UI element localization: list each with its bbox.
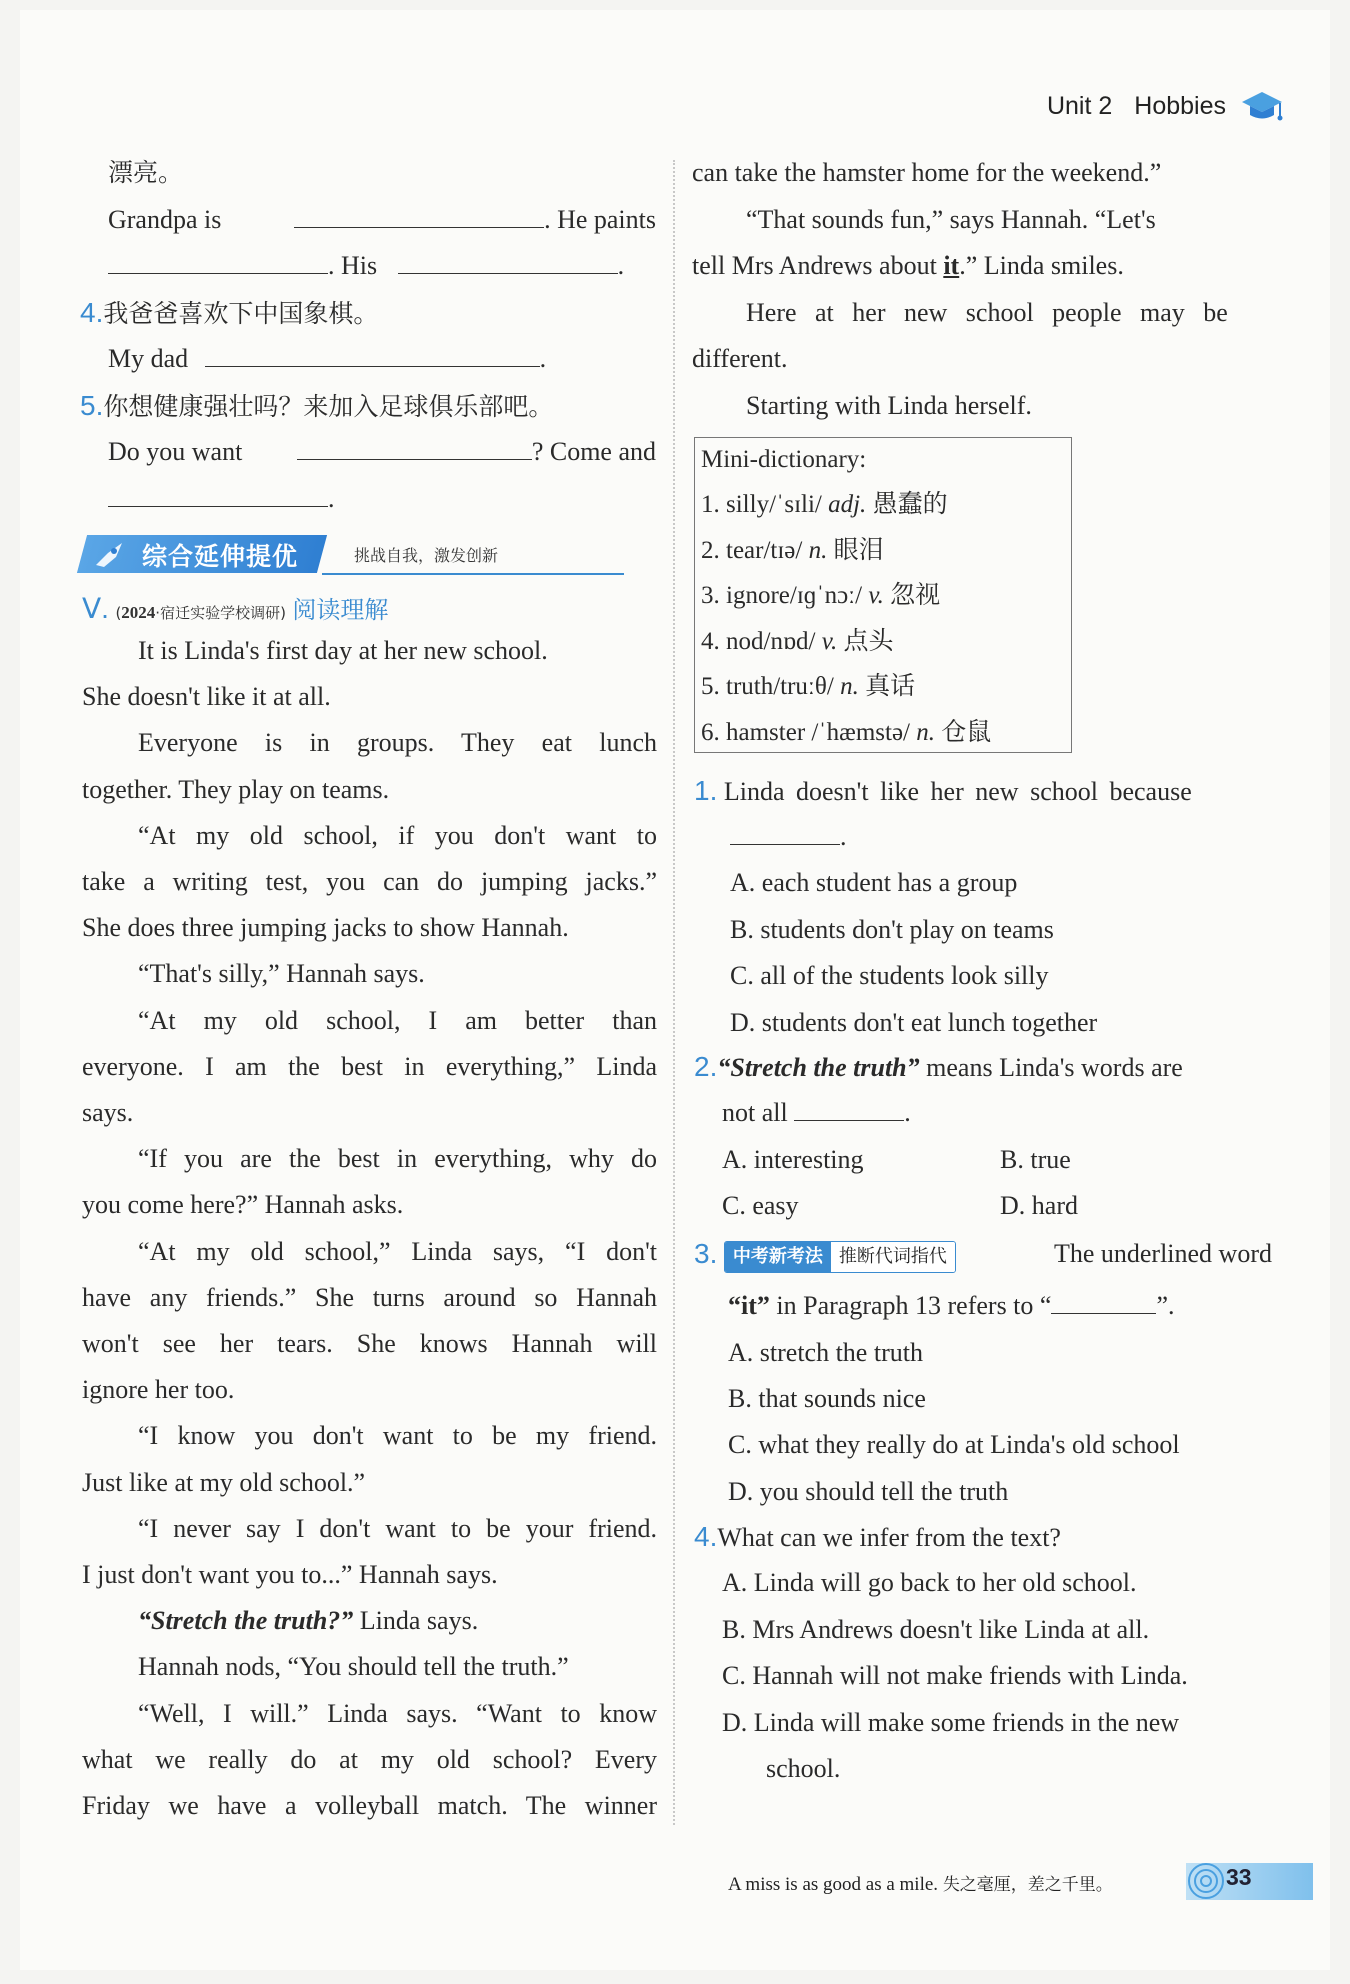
fill-line: “it” in Paragraph 13 refers to “ ”.: [728, 1283, 1175, 1329]
option-d[interactable]: D. Linda will make some friends in the new: [722, 1707, 1180, 1737]
unit-label: Unit 2: [1046, 91, 1113, 120]
option-b[interactable]: B. true: [1000, 1145, 1071, 1174]
passage-line: “If you are the best in everything, why do: [138, 1144, 657, 1174]
option-continuation: school.: [766, 1754, 841, 1783]
passage-line: “At my old school,” Linda says, “I don't: [138, 1236, 657, 1266]
option-c[interactable]: C. what they really do at Linda's old school: [728, 1430, 1180, 1460]
exam-tag: 中考新考法 推断代词指代: [724, 1241, 956, 1273]
answer-blank[interactable]: [294, 197, 544, 228]
answer-blank[interactable]: [108, 476, 328, 507]
dictionary-entry: 2. tear/tɪə/ n. 眼泪: [701, 534, 884, 564]
passage-line: “I never say I don't want to be your friend.: [138, 1513, 657, 1543]
page-header: [1047, 88, 1284, 124]
passage-line: what we really do at my old school? Every: [82, 1744, 657, 1774]
answer-blank[interactable]: [205, 336, 540, 367]
option-d[interactable]: D. hard: [1000, 1191, 1078, 1220]
passage-line: “That's silly,” Hannah says.: [138, 959, 425, 989]
dictionary-entry: 6. hamster /ˈhæmstə/ n. 仓鼠: [701, 716, 992, 746]
passage-line: It is Linda's first day at her new school.: [138, 636, 548, 665]
fill-line: Do you want ? Come and: [108, 429, 656, 475]
passage-line: can take the hamster home for the weekend.”: [692, 158, 1162, 187]
question-4: 4.What can we infer from the text?: [694, 1521, 1061, 1552]
spiral-icon: [1186, 1860, 1226, 1902]
dictionary-entry: 3. ignore/ɪɡˈnɔː/ v. 忽视: [701, 580, 941, 609]
option-c[interactable]: C. all of the students look silly: [730, 961, 1049, 990]
dictionary-entry: 1. silly/ˈsɪli/ adj. 愚蠢的: [701, 489, 948, 518]
option-b[interactable]: B. Mrs Andrews doesn't like Linda at all.: [722, 1614, 1150, 1644]
section-5-heading: Ⅴ. (2024·宿迁实验学校调研) 阅读理解: [82, 593, 389, 624]
section-banner: [82, 533, 624, 575]
rocket-icon: [92, 539, 132, 569]
option-b[interactable]: B. that sounds nice: [728, 1384, 926, 1414]
passage-line: Everyone is in groups. They eat lunch: [138, 728, 657, 758]
passage-line: tell Mrs Andrews about it.” Linda smiles.: [692, 251, 1124, 280]
passage-line: won't see her tears. She knows Hannah will: [82, 1329, 657, 1358]
passage-line: Starting with Linda herself.: [746, 391, 1032, 420]
option-a[interactable]: A. interesting: [722, 1145, 864, 1174]
passage-line: Here at her new school people may be: [746, 298, 1228, 327]
passage-line: “At my old school, if you don't want to: [138, 820, 657, 850]
underlined-word: it: [943, 251, 960, 280]
passage-line: ignore her too.: [82, 1375, 235, 1405]
option-a[interactable]: A. each student has a group: [730, 868, 1018, 897]
option-b[interactable]: B. students don't play on teams: [730, 914, 1054, 944]
passage-line: have any friends.” She turns around so Hannah: [82, 1282, 657, 1312]
passage-line: different.: [692, 344, 788, 373]
banner-subtitle: 挑战自我，激发创新: [354, 546, 499, 565]
dictionary-entry: 5. truth/truːθ/ n. 真话: [701, 671, 916, 700]
passage-line: you come here?” Hannah asks.: [82, 1190, 404, 1220]
option-c[interactable]: C. easy: [722, 1191, 799, 1220]
option-a[interactable]: A. Linda will go back to her old school.: [722, 1568, 1137, 1597]
passage-line: “I know you don't want to be my friend.: [138, 1421, 657, 1451]
footer-proverb: A miss is as good as a mile. 失之毫厘，差之千里。: [728, 1874, 1113, 1895]
question-2: 2.“Stretch the truth” means Linda's words are: [694, 1051, 1183, 1082]
passage-line: take a writing test, you can do jumping jacks.”: [82, 867, 657, 896]
answer-blank[interactable]: [730, 814, 840, 845]
passage-line: She doesn't like it at all.: [82, 682, 331, 712]
column-divider: [673, 160, 675, 1825]
question-5-prompt: 5.你想健康强壮吗？来加入足球俱乐部吧。: [80, 390, 554, 421]
fill-line: . His .: [108, 243, 656, 289]
section-type: 阅读理解: [292, 596, 389, 624]
option-d[interactable]: D. students don't eat lunch together: [730, 1007, 1098, 1037]
passage-line: Hannah nods, “You should tell the truth.”: [138, 1652, 569, 1682]
fill-line: .: [108, 476, 335, 522]
source-note: (2024·宿迁实验学校调研): [115, 603, 286, 622]
dictionary-title: Mini-dictionary:: [701, 446, 867, 473]
question-1: 1. Linda doesn't like her new school because: [694, 775, 1192, 806]
passage-line: says.: [82, 1098, 134, 1127]
fill-line: My dad .: [108, 336, 546, 382]
answer-blank[interactable]: [398, 243, 618, 274]
option-a[interactable]: A. stretch the truth: [728, 1338, 923, 1367]
text-line: 漂亮。: [108, 158, 184, 187]
mini-dictionary: [694, 437, 1072, 753]
fill-line: not all .: [722, 1090, 911, 1136]
dictionary-entry: 4. nod/nɒd/ v. 点头: [701, 625, 894, 655]
passage-line: She does three jumping jacks to show Hannah.: [82, 913, 569, 943]
answer-blank[interactable]: [297, 429, 532, 460]
passage-line: “Well, I will.” Linda says. “Want to know: [138, 1698, 657, 1728]
passage-line: everyone. I am the best in everything,” Linda: [82, 1051, 657, 1081]
fill-line: .: [730, 814, 847, 860]
answer-blank[interactable]: [1051, 1283, 1156, 1314]
banner-title: 综合延伸提优: [142, 542, 299, 571]
passage-line: “At my old school, I am better than: [138, 1005, 657, 1035]
passage-line: Just like at my old school.”: [82, 1467, 366, 1497]
passage-line: Friday we have a volleyball match. The winner: [82, 1791, 657, 1820]
option-c[interactable]: C. Hannah will not make friends with Linda.: [722, 1661, 1188, 1690]
answer-blank[interactable]: [108, 243, 328, 274]
page-number: 33: [1226, 1864, 1252, 1890]
passage-line: I just don't want you to...” Hannah says.: [82, 1560, 498, 1589]
answer-blank[interactable]: [794, 1090, 904, 1121]
graduation-cap-icon: [1240, 88, 1284, 124]
option-d[interactable]: D. you should tell the truth: [728, 1476, 1009, 1506]
unit-title: Hobbies: [1134, 91, 1226, 120]
passage-line: together. They play on teams.: [82, 774, 390, 804]
question-4-prompt: 4.我爸爸喜欢下中国象棋。: [80, 297, 379, 328]
fill-line: Grandpa is . He paints: [108, 197, 656, 243]
question-3: 3. 中考新考法 推断代词指代 The underlined word: [694, 1231, 1272, 1278]
passage-line: “Stretch the truth?” Linda says.: [138, 1606, 479, 1636]
passage-line: “That sounds fun,” says Hannah. “Let's: [746, 205, 1156, 234]
